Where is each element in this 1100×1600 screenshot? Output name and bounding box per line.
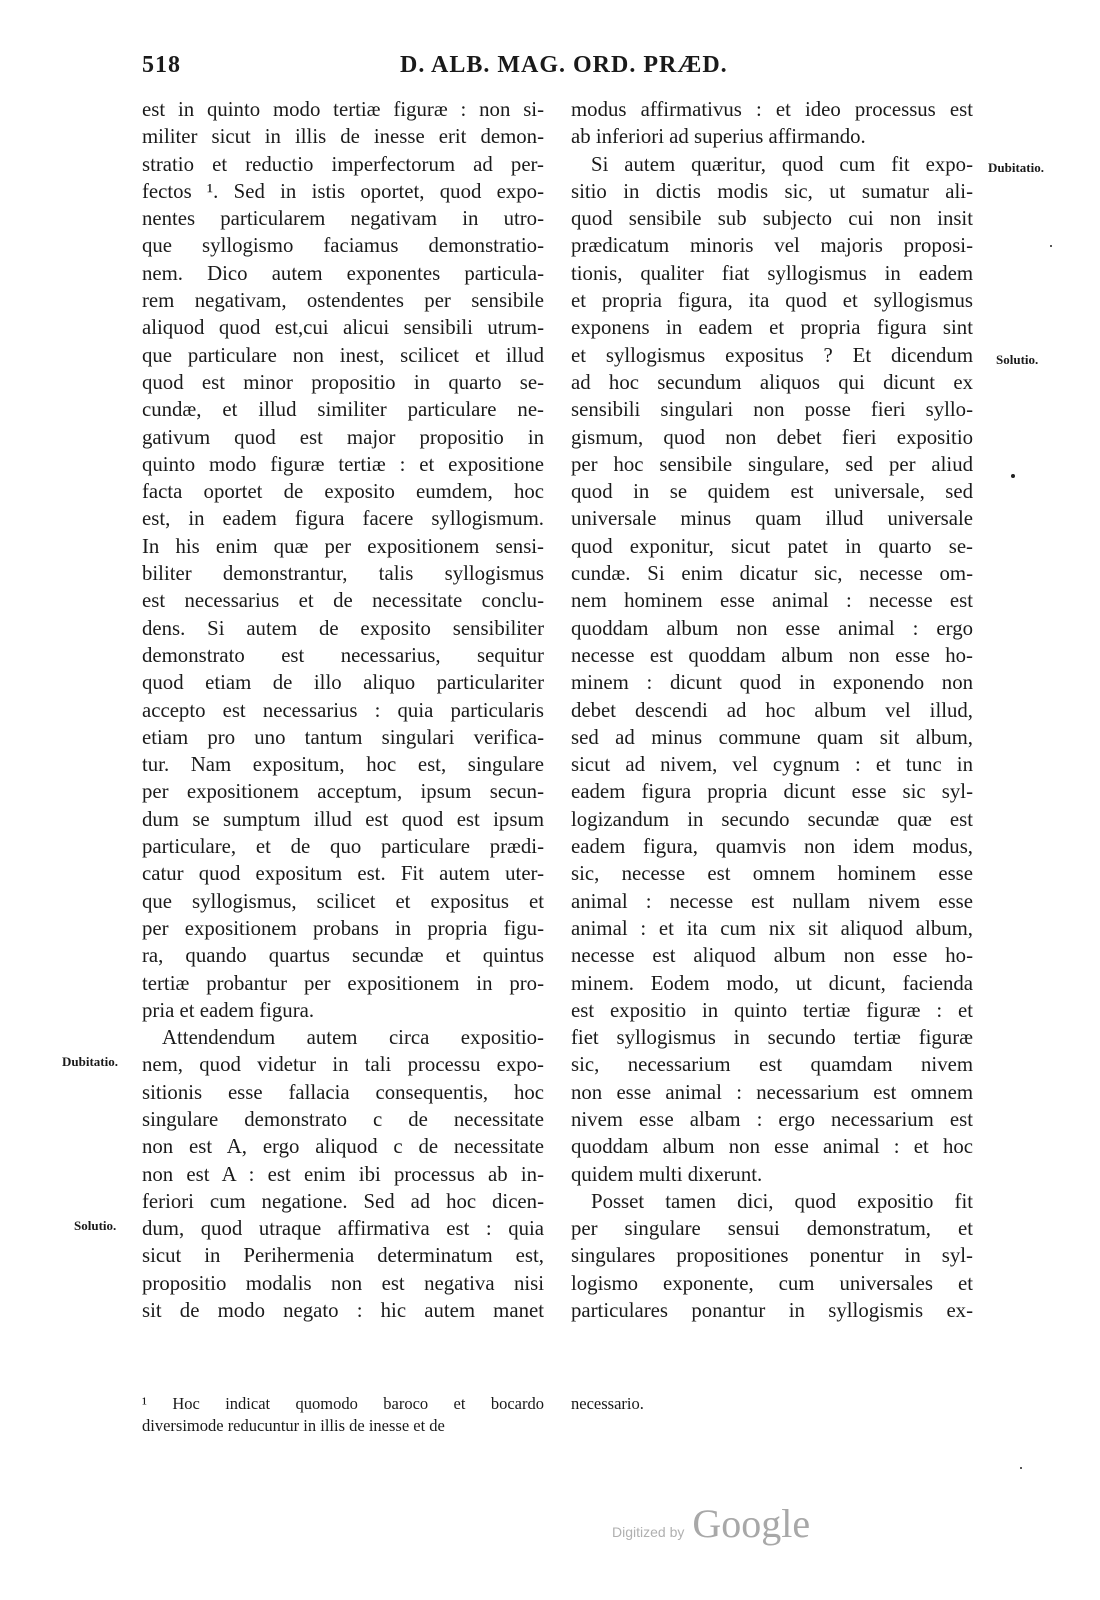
text-line: gismum, quod non debet fieri expositio xyxy=(571,425,973,449)
text-line: Posset tamen dici, quod expositio fit xyxy=(591,1189,973,1213)
text-line: que particulare non inest, scilicet et illud xyxy=(142,343,544,367)
text-line: nem hominem esse animal : necesse est xyxy=(571,589,973,613)
text-line: biliter demonstrantur, talis syllogismus xyxy=(142,562,544,586)
text-line: quod exponitur, sicut patet in quarto se- xyxy=(571,534,973,558)
text-line: sicut in Perihermenia determinatum est, xyxy=(142,1244,544,1268)
footnote-line: ¹ Hoc indicat quomodo baroco et bocardo xyxy=(142,1394,544,1413)
text-line: non est A, ergo aliquod c de necessitate xyxy=(142,1135,544,1159)
page-header xyxy=(0,52,1100,92)
text-line: non est A : est enim ibi processus ab in- xyxy=(142,1162,544,1186)
text-line: per expositionem acceptum, ipsum secun- xyxy=(142,780,544,804)
text-line: per expositionem probans in propria figu- xyxy=(142,916,544,940)
text-line: debet descendi ad hoc album vel illud, xyxy=(571,698,973,722)
text-line: facta oportet de exposito eumdem, hoc xyxy=(142,480,544,504)
text-line: minem : dicunt quod in exponendo non xyxy=(571,671,973,695)
text-line: singulares propositiones ponentur in syl- xyxy=(571,1244,973,1268)
text-line: Attendendum autem circa expositio- xyxy=(162,1026,544,1050)
text-line: sitio in dictis modis sic, ut sumatur ali- xyxy=(571,179,973,203)
text-line: cundæ, et illud similiter particulare ne- xyxy=(142,398,544,422)
text-line: sicut ad nivem, vel cygnum : et tunc in xyxy=(571,753,973,777)
text-line: quod in se quidem est universale, sed xyxy=(571,480,973,504)
text-line: nentes particularem negativam in utro- xyxy=(142,207,544,231)
text-line: non esse animal : necessarium est omnem xyxy=(571,1080,973,1104)
text-line: sit de modo negato : hic autem manet xyxy=(142,1299,544,1323)
text-line: tur. Nam expositum, hoc est, singulare xyxy=(142,753,544,777)
text-line: modus affirmativus : et ideo processus est xyxy=(571,98,973,121)
text-line: sensibili singulari non posse fieri syllo- xyxy=(571,398,973,422)
text-line: gativum quod est major propositio in xyxy=(142,425,544,449)
text-line: sic, necessarium est quamdam nivem xyxy=(571,1053,973,1077)
text-line: animal : et ita cum nix sit aliquod album, xyxy=(571,916,973,940)
text-line: ra, quando quartus secundæ et quintus xyxy=(142,944,544,968)
scan-speck xyxy=(1050,245,1052,247)
text-line: particulare, et de quo particulare prædi- xyxy=(142,835,544,859)
text-line: quoddam album non esse animal : ergo xyxy=(571,616,973,640)
text-line: accepto est necessarius : quia particularis xyxy=(142,698,544,722)
digitized-watermark xyxy=(612,1500,810,1547)
text-line: singulare demonstrato c de necessitate xyxy=(142,1107,544,1131)
scan-speck xyxy=(1011,474,1015,478)
text-line: aliquod quod est,cui alicui sensibili utrum- xyxy=(142,316,544,340)
margin-note-solutio: Solutio. xyxy=(74,1218,117,1233)
text-line: tionis, qualiter fiat syllogismus in eadem xyxy=(571,261,973,285)
text-line: fiet syllogismus in secundo tertiæ figuræ xyxy=(571,1026,973,1050)
text-line: tertiæ probantur per expositionem in pro- xyxy=(142,971,544,995)
text-line: minem. Eodem modo, ut dicunt, facienda xyxy=(571,971,973,995)
footnote-continuation xyxy=(571,1393,771,1415)
margin-note-solutio: Solutio. xyxy=(996,352,1039,367)
text-line: sed ad minus commune quam sit album, xyxy=(571,725,973,749)
text-line: est necessarius et de necessitate conclu- xyxy=(142,589,544,613)
text-line: ab inferiori ad superius affirmando. xyxy=(571,125,866,149)
text-line: dum se sumptum illud est quod est ipsum xyxy=(142,807,544,831)
text-line: demonstrato est necessarius, sequitur xyxy=(142,643,544,667)
margin-note-dubitatio: Dubitatio. xyxy=(62,1054,118,1069)
text-line: per hoc sensibile singulare, sed per aliud xyxy=(571,452,973,476)
text-line: eadem figura propria dicunt esse sic syl- xyxy=(571,780,973,804)
text-line: dens. Si autem de exposito sensibiliter xyxy=(142,616,544,640)
text-line: sic, necesse est omnem hominem esse xyxy=(571,862,973,886)
text-line: quoddam album non esse animal : et hoc xyxy=(571,1135,973,1159)
text-line: quinto modo figuræ tertiæ : et expositione xyxy=(142,452,544,476)
text-line: nivem esse albam : ergo necessarium est xyxy=(571,1107,973,1131)
left-text-column xyxy=(142,96,544,1324)
text-line: pria et eadem figura. xyxy=(142,998,315,1022)
footnote-line: necessario. xyxy=(571,1394,644,1413)
running-head: D. ALB. MAG. ORD. PRÆD. xyxy=(400,52,728,78)
text-line: est, in eadem figura facere syllogismum. xyxy=(142,507,544,531)
text-line: quod est minor propositio in quarto se- xyxy=(142,370,544,394)
text-line: feriori cum negatione. Sed ad hoc dicen- xyxy=(142,1189,544,1213)
text-line: universale minus quam illud universale xyxy=(571,507,973,531)
text-line: logismo exponente, cum universales et xyxy=(571,1271,973,1295)
scan-speck xyxy=(1020,1467,1022,1469)
text-line: per singulare sensui demonstratum, et xyxy=(571,1217,973,1241)
text-line: quidem multi dixerunt. xyxy=(571,1162,763,1186)
text-line: exponens in eadem et propria figura sint xyxy=(571,316,973,340)
text-line: nem. Dico autem exponentes particula- xyxy=(142,261,544,285)
text-line: est in quinto modo tertiæ figuræ : non si- xyxy=(142,98,544,121)
watermark-text: Digitized by xyxy=(612,1524,685,1540)
text-line: rem negativam, ostendentes per sensibile xyxy=(142,289,544,313)
text-line: catur quod expositum est. Fit autem uter- xyxy=(142,862,544,886)
text-line: que syllogismo faciamus demonstratio- xyxy=(142,234,544,258)
text-line: necesse est quoddam album non esse ho- xyxy=(571,643,973,667)
footnote xyxy=(142,1393,544,1437)
text-line: necesse est aliquod album non esse ho- xyxy=(571,944,973,968)
page-number: 518 xyxy=(142,52,181,78)
text-line: In his enim quæ per expositionem sensi- xyxy=(142,534,544,558)
text-line: et propria figura, ita quod et syllogismus xyxy=(571,289,973,313)
text-line: fectos ¹. Sed in istis oportet, quod expo- xyxy=(142,179,544,203)
text-line: et syllogismus expositus ? Et dicendum xyxy=(571,343,973,367)
text-line: etiam pro uno tantum singulari verifica- xyxy=(142,725,544,749)
text-line: ad hoc secundum aliquos qui dicunt ex xyxy=(571,370,973,394)
text-line: cundæ. Si enim dicatur sic, necesse om- xyxy=(571,562,973,586)
text-line: propositio modalis non est negativa nisi xyxy=(142,1271,544,1295)
text-line: quod sensibile sub subjecto cui non insit xyxy=(571,207,973,231)
text-line: dum, quod utraque affirmativa est : quia xyxy=(142,1217,544,1241)
text-line: nem, quod videtur in tali processu expo- xyxy=(142,1053,544,1077)
text-line: sitionis esse fallacia consequentis, hoc xyxy=(142,1080,544,1104)
text-line: prædicatum minoris vel majoris proposi- xyxy=(571,234,973,258)
footnote-line: diversimode reducuntur in illis de inesse et de xyxy=(142,1416,445,1435)
text-line: logizandum in secundo secundæ quæ est xyxy=(571,807,973,831)
text-line: particulares ponantur in syllogismis ex- xyxy=(571,1299,973,1323)
text-line: eadem figura, quamvis non idem modus, xyxy=(571,835,973,859)
text-line: quod etiam de illo aliquo particulariter xyxy=(142,671,544,695)
text-line: stratio et reductio imperfectorum ad per- xyxy=(142,152,544,176)
text-line: animal : necesse est nullam nivem esse xyxy=(571,889,973,913)
google-logo: Google xyxy=(692,1501,811,1546)
text-line: Si autem quæritur, quod cum fit expo- xyxy=(591,152,973,176)
text-line: est expositio in quinto tertiæ figuræ : et xyxy=(571,998,973,1022)
text-line: que syllogismus, scilicet et expositus et xyxy=(142,889,544,913)
right-text-column xyxy=(571,96,973,1324)
margin-note-dubitatio: Dubitatio. xyxy=(988,160,1044,175)
text-line: militer sicut in illis de inesse erit demon- xyxy=(142,125,544,149)
